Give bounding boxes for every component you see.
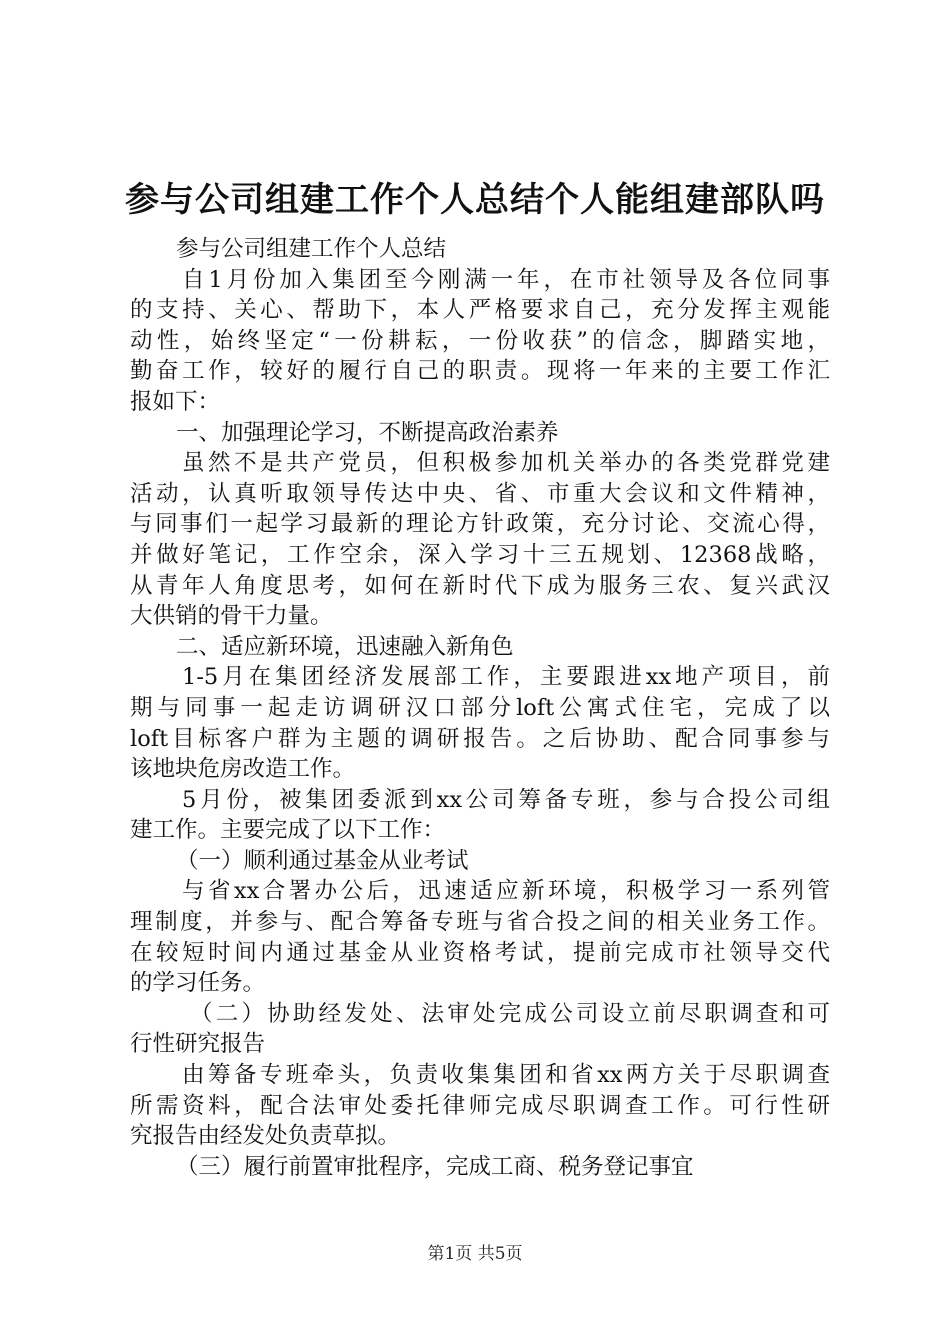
body-line: （二）协助经发处、法审处完成公司设立前尽职调查和可 [190,1000,830,1027]
page-footer: 第1页 共5页 [427,1244,523,1264]
body-line: loft目标客户群为主题的调研报告。之后协助、配合同事参与 [130,725,830,752]
body-line: 理制度，并参与、配合筹备专班与省合投之间的相关业务工作。 [130,909,830,936]
body-line: 该地块危房改造工作。 [130,756,356,783]
body-line: 活动，认真听取领导传达中央、省、市重大会议和文件精神， [130,480,830,507]
body-line: 大供销的骨干力量。 [130,603,333,630]
body-line: 与省xx合署办公后，迅速适应新环境，积极学习一系列管 [182,878,830,905]
body-line: 与同事们一起学习最新的理论方针政策，充分讨论、交流心得， [130,511,830,538]
body-line: 二、适应新环境，迅速融入新角色 [176,633,514,660]
body-line: 究报告由经发处负责草拟。 [130,1123,401,1150]
document-body [130,234,830,1182]
document-title: 参与公司组建工作个人总结个人能组建部队吗 [125,180,825,220]
body-line: 的学习任务。 [130,970,266,997]
body-line: 行性研究报告 [130,1031,266,1058]
body-line: （一）顺利通过基金从业考试 [176,847,469,874]
body-line: 动性，始终坚定“一份耕耘，一份收获”的信念，脚踏实地， [130,327,830,354]
body-line: 的支持、关心、帮助下，本人严格要求自己，充分发挥主观能 [130,297,830,324]
body-line: 勤奋工作，较好的履行自己的职责。现将一年来的主要工作汇 [130,358,830,385]
body-line: 建工作。主要完成了以下工作： [130,817,446,844]
body-line: 报如下： [130,388,221,415]
body-line: 在较短时间内通过基金从业资格考试，提前完成市社领导交代 [130,939,830,966]
body-line: 1-5月在集团经济发展部工作，主要跟进xx地产项目，前 [182,664,830,691]
body-line: 由筹备专班牵头，负责收集集团和省xx两方关于尽职调查 [182,1062,830,1089]
body-line: 所需资料，配合法审处委托律师完成尽职调查工作。可行性研 [130,1092,830,1119]
body-line: 从青年人角度思考，如何在新时代下成为服务三农、复兴武汉 [130,572,830,599]
body-line: 一、加强理论学习，不断提高政治素养 [176,419,559,446]
body-line: 参与公司组建工作个人总结 [176,236,447,262]
body-line: 并做好笔记，工作空余，深入学习十三五规划、12368战略， [130,541,830,568]
body-line: 5月份，被集团委派到xx公司筹备专班，参与合投公司组 [182,786,830,813]
body-line: 虽然不是共产党员，但积极参加机关举办的各类党群党建 [182,450,830,477]
body-line: （三）履行前置审批程序，完成工商、税务登记事宜 [176,1153,694,1180]
body-line: 期与同事一起走访调研汉口部分loft公寓式住宅，完成了以 [130,694,830,721]
body-line: 自1月份加入集团至今刚满一年，在市社领导及各位同事 [182,266,830,293]
